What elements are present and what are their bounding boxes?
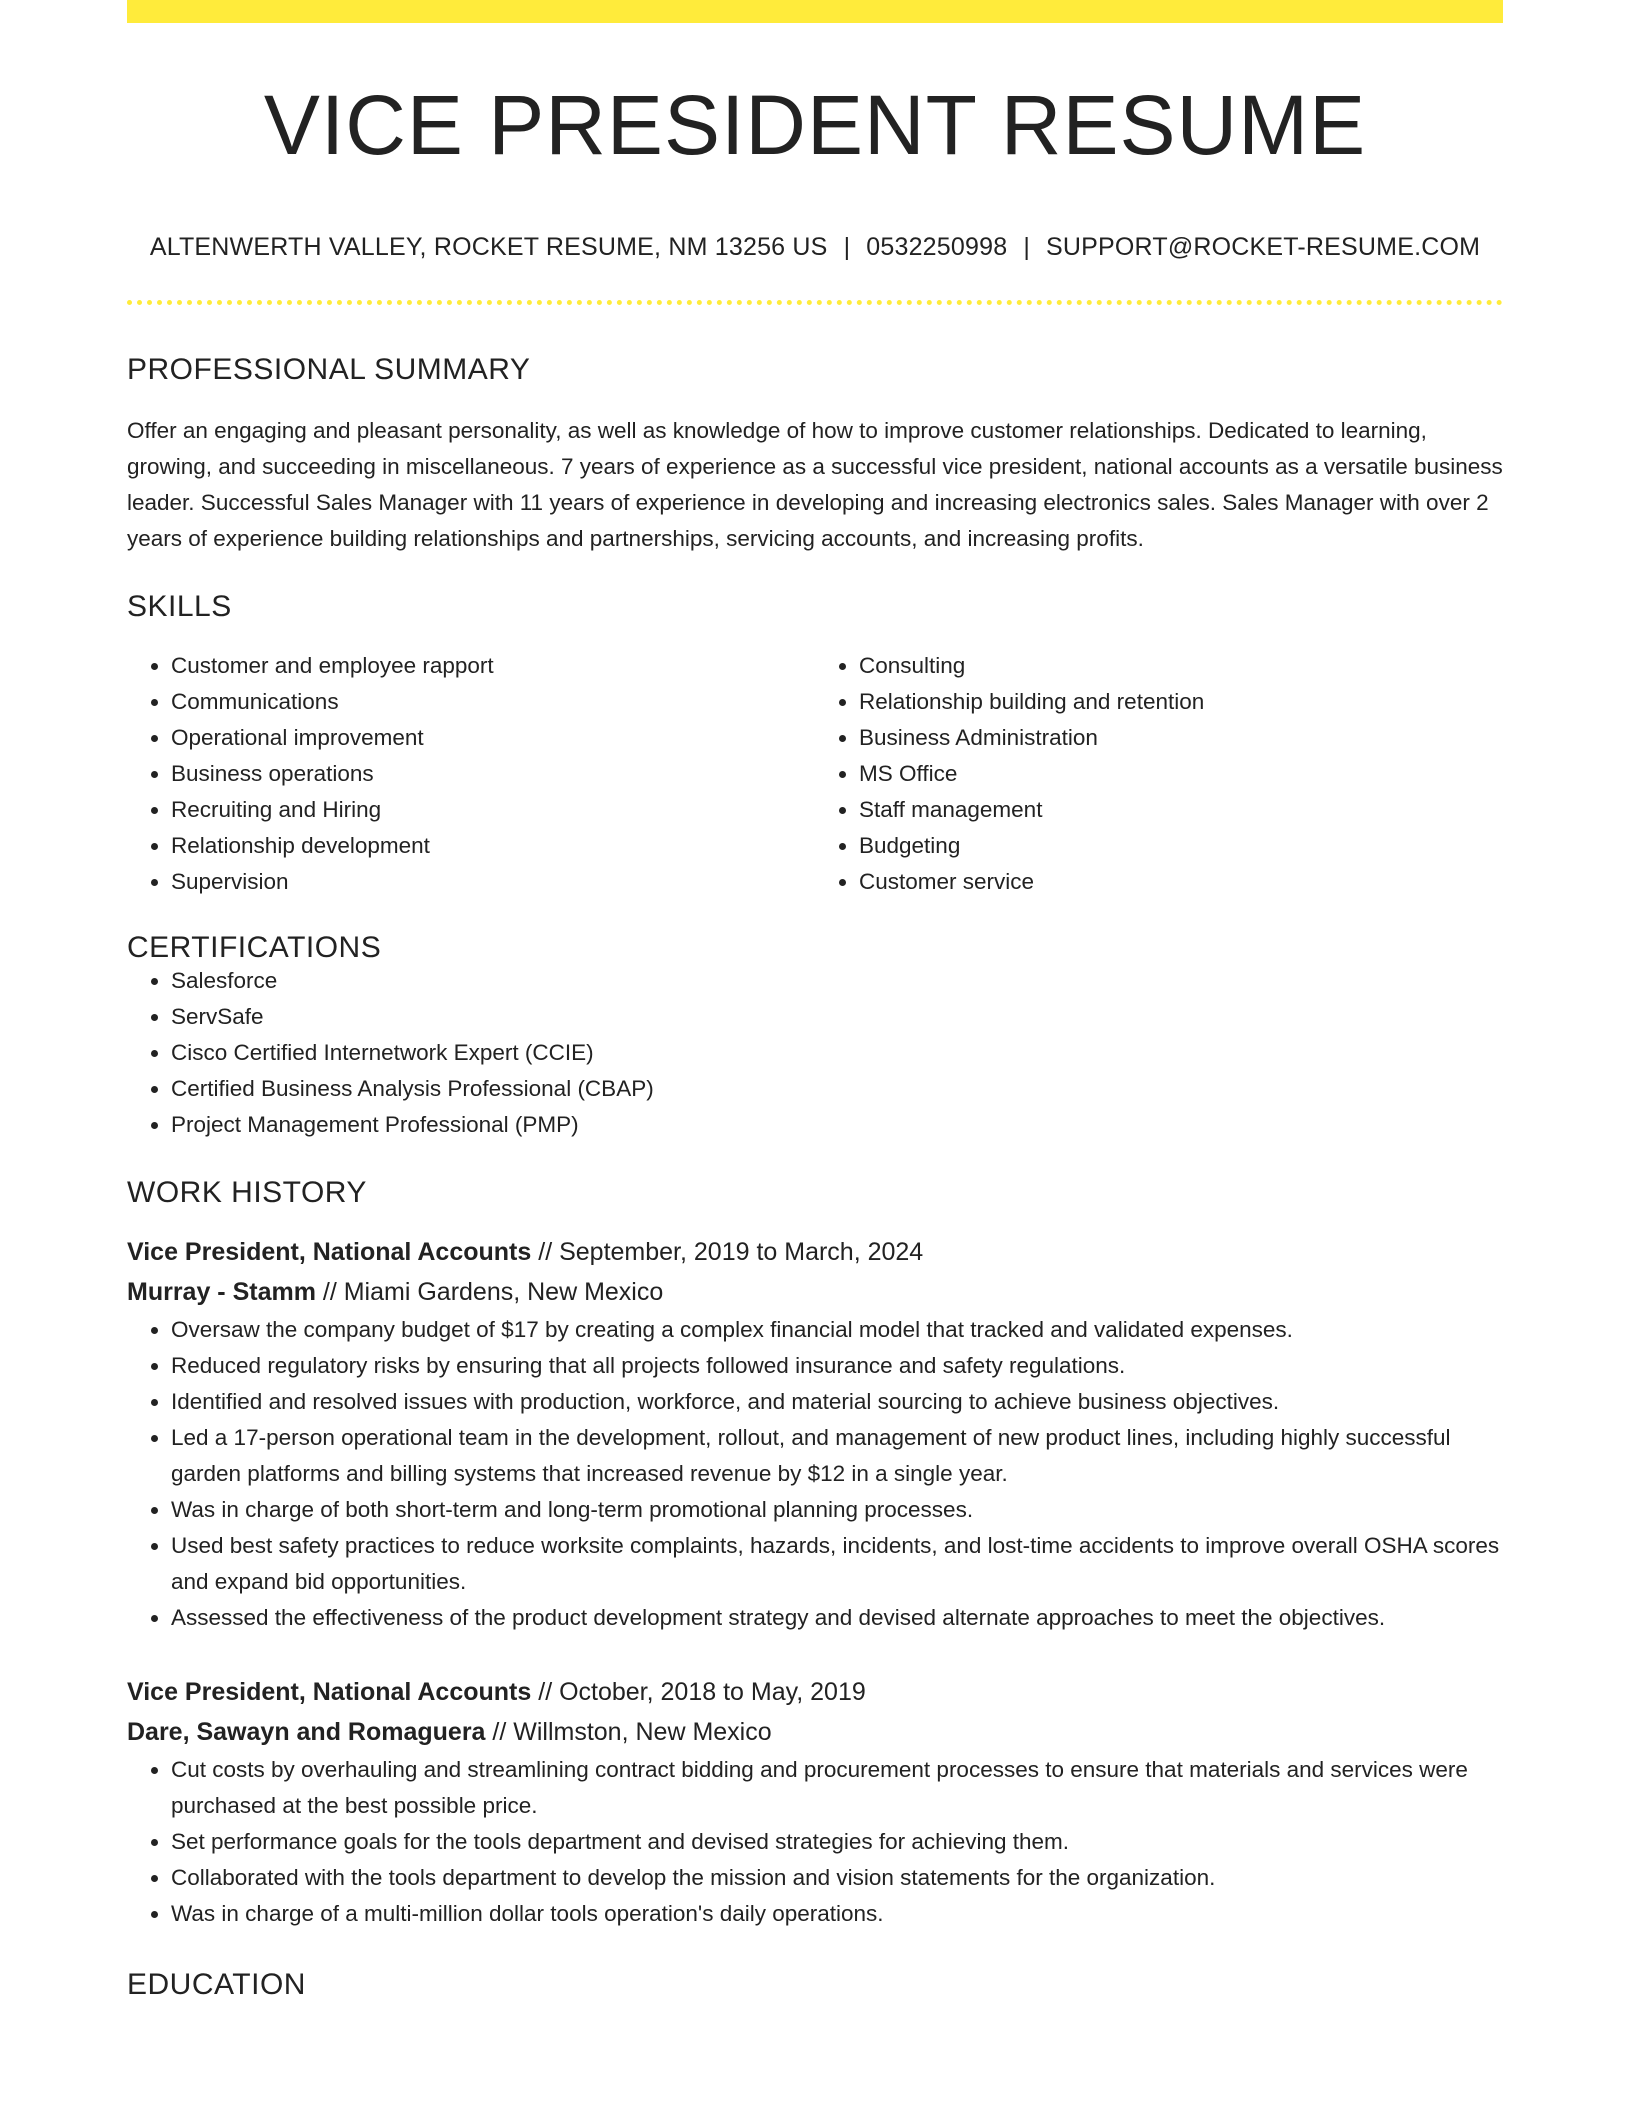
job-bullet: • Used best safety practices to reduce worksite complaints, hazards, incidents, and lost-time accidents to improve overall OSHA scores and expand bid opportunities. [171,1528,1503,1600]
skills-list-left [127,648,815,900]
skill-item: • Communications [171,684,815,720]
job-bullet: • Reduced regulatory risks by ensuring that all projects followed insurance and safety regulations. [171,1348,1503,1384]
job-company-line [127,1712,1503,1752]
skills-list-right [815,648,1503,900]
job-role: Vice President, National Accounts [127,1238,532,1266]
certification-item: • Salesforce [171,963,1503,999]
skills-column-right [815,648,1503,900]
job-bullets [127,1312,1503,1636]
job-bullet: • Oversaw the company budget of $17 by creating a complex financial model that tracked and validated expenses. [171,1312,1503,1348]
skill-item: • Relationship development [171,828,815,864]
job-dates: // October, 2018 to May, 2019 [531,1678,866,1706]
summary-text: Offer an engaging and pleasant personality, as well as knowledge of how to improve customer relationships. Dedicated to learning, growing, and succeeding in miscellaneous. 7 years of experience as a successful vice president, national accounts as a versatile business leader. Successful Sales Manager with 11 years of experience in developing and increasing electronics sales. Sales Manager with over 2 years of experience building relationships and partnerships, servicing accounts, and increasing profits. [127,418,1503,551]
resume-title: VICE PRESIDENT RESUME [263,78,1367,172]
job-company-line [127,1272,1503,1312]
job-location: // Miami Gardens, New Mexico [315,1278,664,1306]
contact-address: ALTENWERTH VALLEY, ROCKET RESUME, NM 13256 US [149,233,828,261]
certification-item: • Project Management Professional (PMP) [171,1107,1503,1143]
certification-item: • ServSafe [171,999,1503,1035]
skills-column-left [127,648,815,900]
skill-item: • Business operations [171,756,815,792]
skill-item: • Supervision [171,864,815,900]
job-bullet: • Was in charge of both short-term and long-term promotional planning processes. [171,1492,1503,1528]
job-company: Dare, Sawayn and Romaguera [127,1718,486,1746]
skill-item: • Recruiting and Hiring [171,792,815,828]
job-bullet: • Led a 17-person operational team in the development, rollout, and management of new product lines, including highly successful garden platforms and billing systems that increased revenue by $12 in a single year. [171,1420,1503,1492]
skill-item: • Operational improvement [171,720,815,756]
skill-item: • Budgeting [859,828,1503,864]
skill-item: • Relationship building and retention [859,684,1503,720]
contact-email: SUPPORT@ROCKET-RESUME.COM [1046,233,1481,261]
skill-item: • Consulting [859,648,1503,684]
job-bullet: • Assessed the effectiveness of the product development strategy and devised alternate approaches to meet the objectives. [171,1600,1503,1636]
job-location: // Willmston, New Mexico [485,1718,772,1746]
resume-page [127,0,1503,2000]
job-bullets [127,1752,1503,1932]
certifications-list [127,963,1503,1143]
job-bullet: • Cut costs by overhauling and streamlining contract bidding and procurement processes to ensure that materials and services were purchased at the best possible price. [171,1752,1503,1824]
job-dates: // September, 2019 to March, 2024 [531,1238,924,1266]
job-company: Murray - Stamm [127,1278,316,1306]
skill-item: • Customer service [859,864,1503,900]
job-bullet: • Was in charge of a multi-million dollar tools operation's daily operations. [171,1896,1503,1932]
top-accent-bar [127,0,1503,23]
job-role-line [127,1232,1503,1272]
contact-separator: | [843,233,851,261]
certification-item: • Cisco Certified Internetwork Expert (CCIE) [171,1035,1503,1071]
skill-item: • MS Office [859,756,1503,792]
job-role: Vice President, National Accounts [127,1678,532,1706]
certification-item: • Certified Business Analysis Professional (CBAP) [171,1071,1503,1107]
skill-item: • Customer and employee rapport [171,648,815,684]
certifications-heading: CERTIFICATIONS [127,931,382,964]
contact-separator: | [1023,233,1031,261]
contact-phone: 0532250998 [866,233,1008,261]
education-heading: EDUCATION [127,1968,306,2001]
summary-heading: PROFESSIONAL SUMMARY [127,353,531,386]
skills-heading: SKILLS [127,590,232,623]
job-role-line [127,1672,1503,1712]
job-bullet: • Set performance goals for the tools department and devised strategies for achieving them. [171,1824,1503,1860]
job-entry [127,1232,1503,1636]
skills-columns [127,648,1503,900]
work-history-heading: WORK HISTORY [127,1176,367,1209]
contact-line [127,235,1503,260]
job-bullet: • Identified and resolved issues with production, workforce, and material sourcing to achieve business objectives. [171,1384,1503,1420]
job-entry [127,1672,1503,1932]
dotted-divider [127,300,1503,305]
skill-item: • Staff management [859,792,1503,828]
skill-item: • Business Administration [859,720,1503,756]
job-bullet: • Collaborated with the tools department to develop the mission and vision statements for the organization. [171,1860,1503,1896]
